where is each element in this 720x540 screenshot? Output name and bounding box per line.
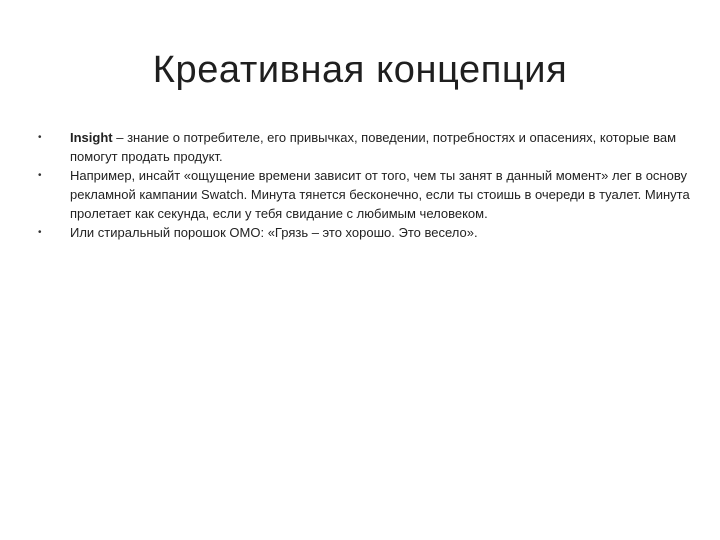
bullet-dot-icon: • [38,227,42,238]
omo-example-text: Или стиральный порошок ОМО: «Грязь – это хорошо. Это весело». [70,225,478,240]
insight-definition: – знание о потребителе, его привычках, поведении, потребностях и опасениях, которые вам помогут продать продукт. [70,130,677,164]
insight-term: Insight [70,130,113,145]
slide-title: Креативная концепция [152,49,568,91]
bullet-dot-icon: • [38,132,42,143]
bullet-item-omo-example [38,223,690,242]
bullet-dot-icon: • [38,170,42,181]
bullet-list [38,128,690,242]
bullet-item-insight [38,128,690,166]
bullet-item-swatch-example [38,166,690,223]
swatch-example-text: Например, инсайт «ощущение времени зависит от того, чем ты занят в данный момент» лег в основу рекламной кампании Swatch. Минута тянется бесконечно, если ты стоишь в очереди в туалет. Минута пролетает как секунда, если у тебя свидание с любимым человеком. [70,168,690,221]
